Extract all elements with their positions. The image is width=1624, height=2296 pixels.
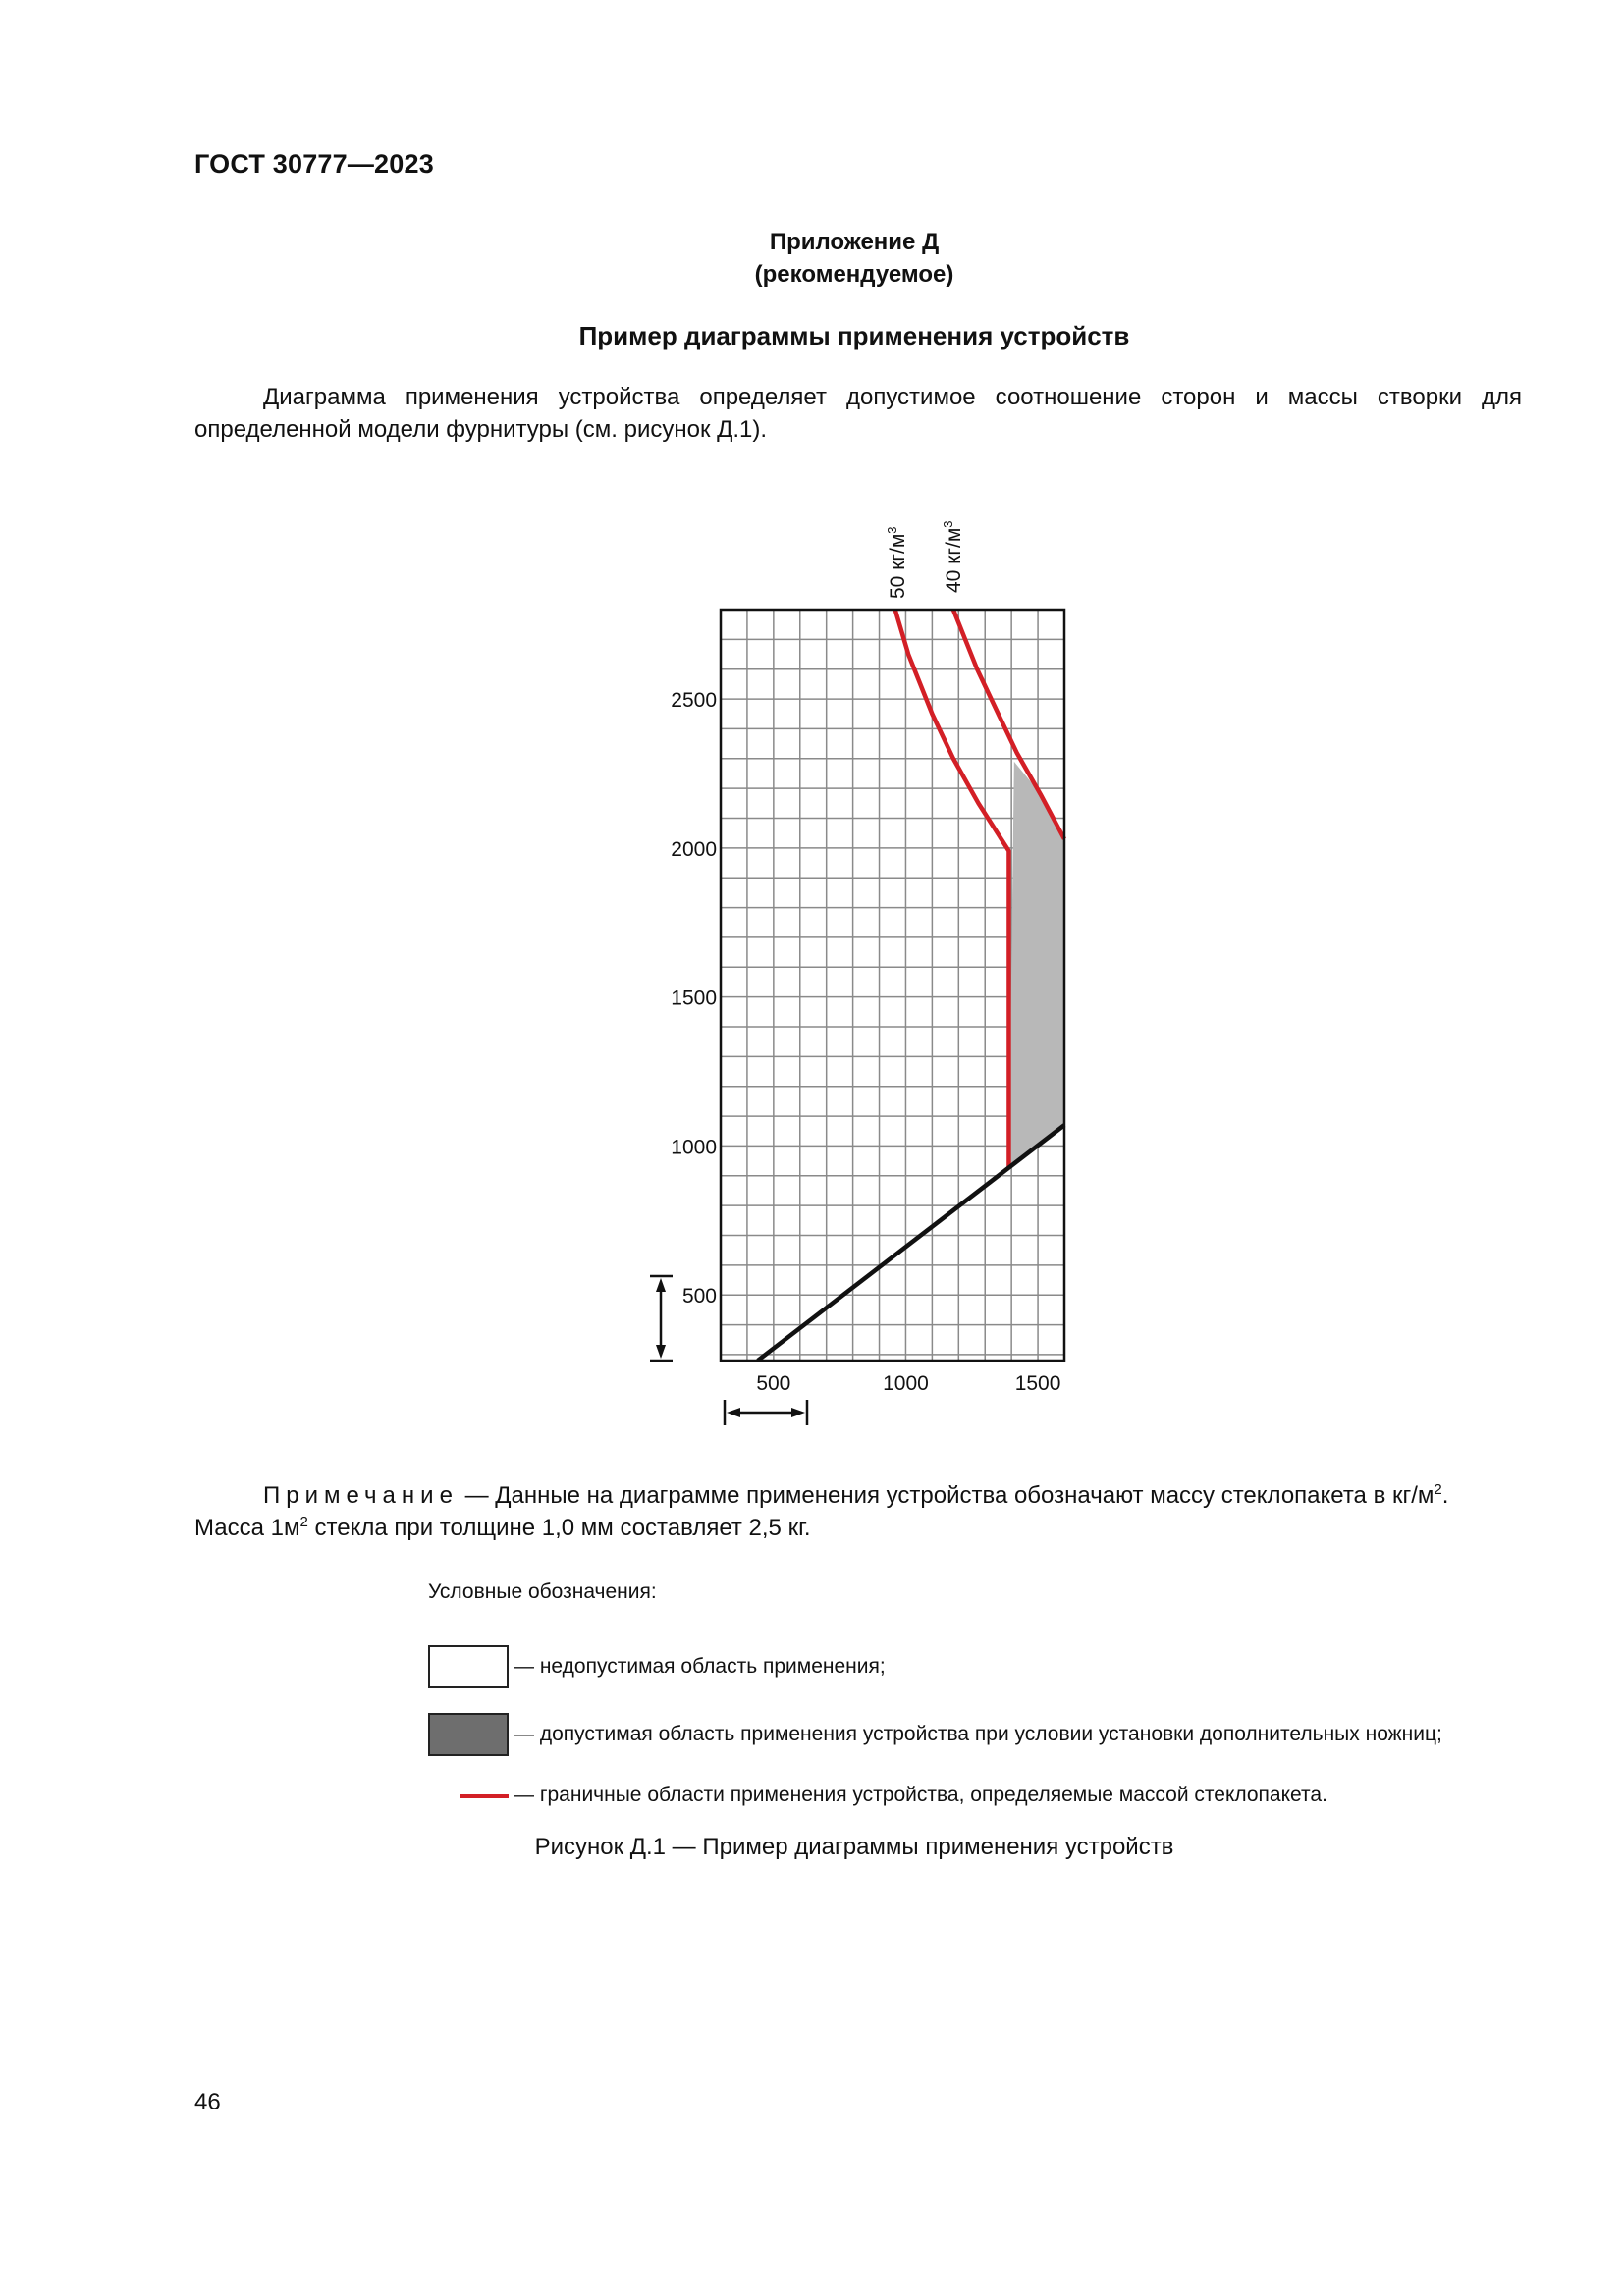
figure-caption: Рисунок Д.1 — Пример диаграммы применения устройств [534,1834,1174,1860]
x-step-arrow-left [727,1408,740,1417]
legend-text: — граничные области применения устройства, определяемые массой стеклопакета. [514,1784,1327,1806]
x-tick-label: 1500 [1014,1372,1061,1395]
y-step-arrow-up [656,1278,666,1292]
intro-paragraph: Диаграмма применения устройства определяет допустимое соотношение сторон и массы створки для определенной модели фурнитуры (см. рисунок Д.1). [194,384,1522,443]
legend-swatch-gray [428,1713,509,1756]
x-tick-label: 500 [756,1372,791,1395]
note-text-1: — Данные на диаграмме применения устройства обозначают массу стеклопакета в кг/м [458,1482,1435,1509]
legend-item-boundary [428,1773,1327,1818]
y-step-arrow-down [656,1345,666,1359]
application-diagram [628,501,1080,1453]
note-text-3: стекла при толщине 1,0 мм составляет 2,5 кг. [307,1515,811,1541]
section-title: Пример диаграммы применения устройств [578,321,1130,350]
note-superscript-2: 2 [299,1514,308,1530]
y-tick-label: 2000 [671,837,717,861]
appendix-status: (рекомендуемое) [754,261,954,288]
note-superscript-1: 2 [1434,1481,1442,1498]
appendix-heading [0,226,1624,291]
note-label: Примечание [263,1482,459,1509]
y-tick-label: 1000 [671,1136,717,1159]
y-tick-label: 2500 [671,689,717,713]
note-paragraph [194,1479,1522,1544]
page-number: 46 [194,2089,221,2115]
legend-swatch-red-line [428,1774,509,1817]
x-step-arrow-right [791,1408,805,1417]
appendix-title: Приложение Д [769,229,940,255]
legend-item-allowed-extra [428,1712,1442,1757]
legend-swatch-white [428,1645,509,1688]
y-tick-label: 500 [681,1285,717,1308]
legend-text: — допустимая область применения устройства при условии установки дополнительных ножниц; [514,1723,1442,1745]
series-label-40: 40 $кг/м^3$ [941,520,965,593]
x-tick-label: 1000 [883,1372,929,1395]
y-tick-label: 1500 [671,987,717,1010]
series-label-50: 50 $кг/м^3$ [885,526,909,599]
legend-item-forbidden [428,1644,886,1689]
legend-text: — недопустимая область применения; [514,1655,886,1678]
document-header: ГОСТ 30777—2023 [194,149,434,179]
legend-title: Условные обозначения: [428,1580,657,1603]
note-text-2: . Масса 1м [194,1482,1449,1541]
